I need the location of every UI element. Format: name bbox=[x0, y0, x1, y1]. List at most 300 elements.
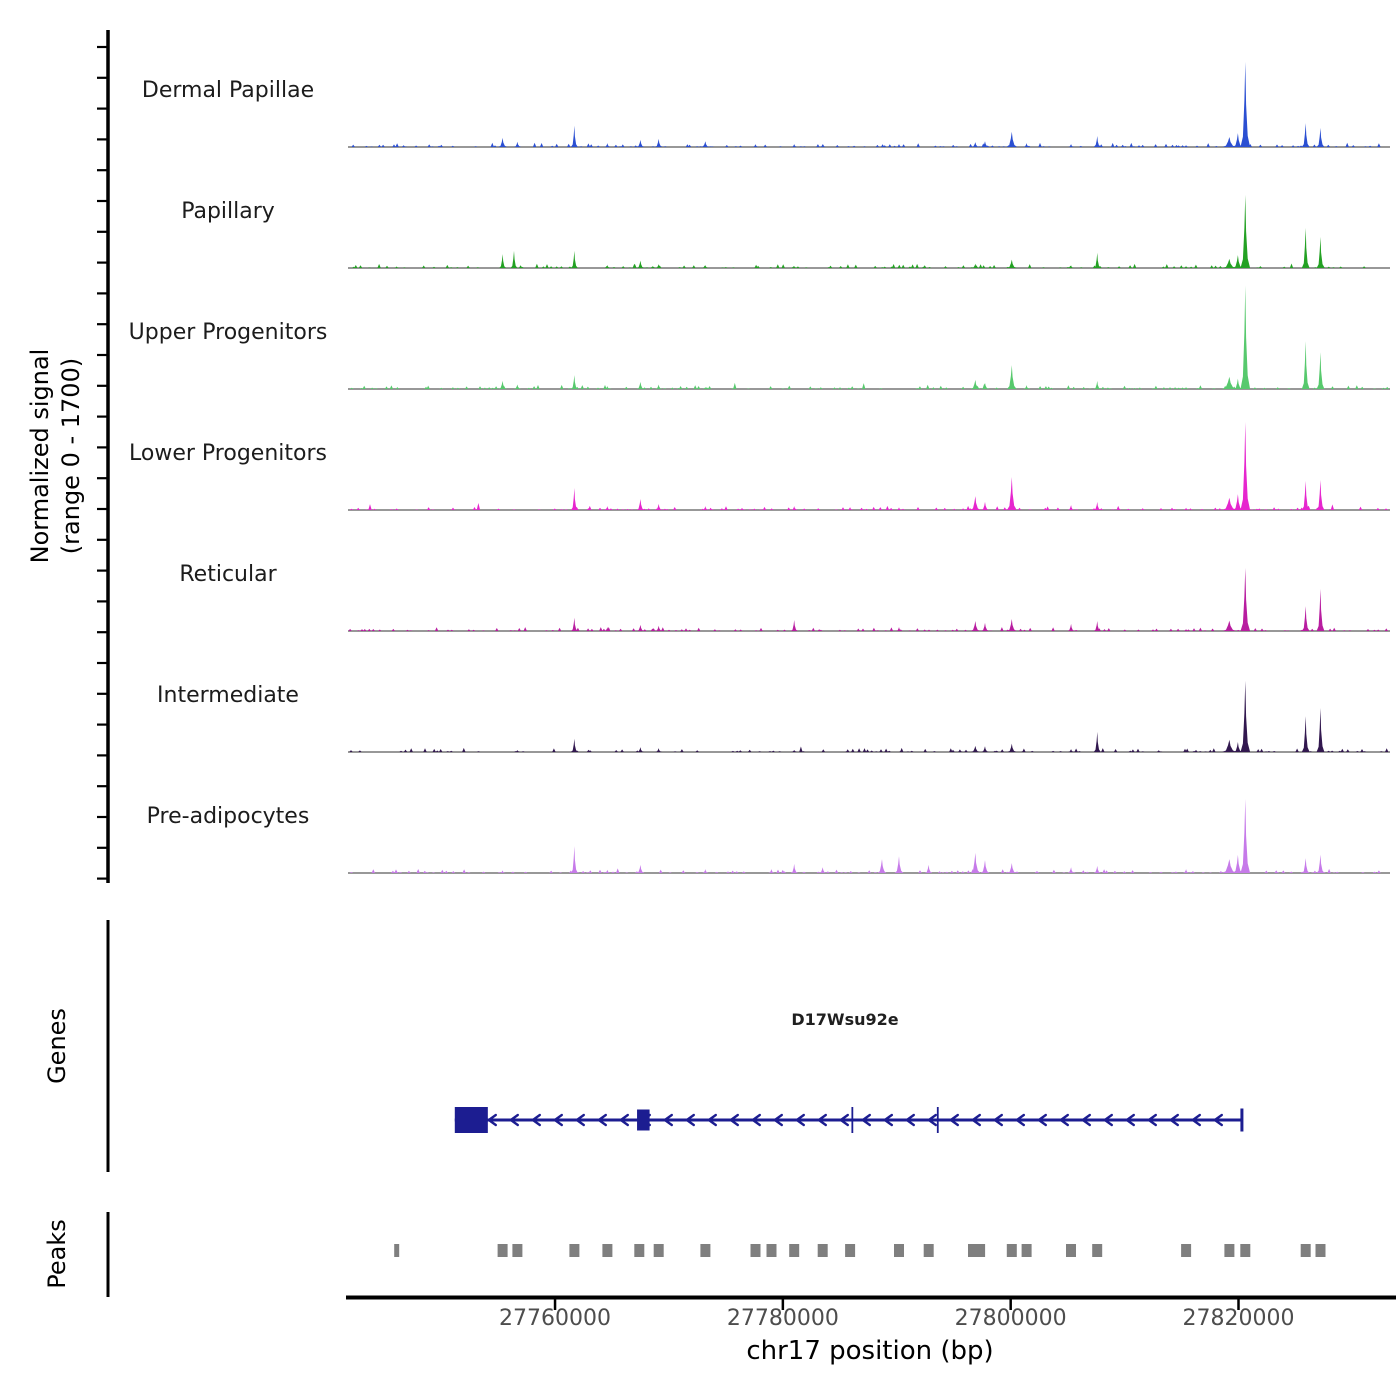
signal-peak bbox=[637, 865, 645, 873]
signal-noise bbox=[1101, 748, 1104, 752]
signal-noise bbox=[835, 870, 838, 873]
signal-noise bbox=[1101, 387, 1104, 389]
signal-peak bbox=[1007, 365, 1017, 389]
signal-noise bbox=[724, 506, 727, 510]
signal-peak bbox=[1094, 253, 1101, 268]
signal-peak bbox=[637, 382, 644, 389]
signal-noise bbox=[404, 750, 407, 752]
signal-noise bbox=[545, 264, 548, 268]
signal-noise bbox=[1331, 504, 1334, 510]
signal-noise bbox=[680, 749, 683, 752]
signal-peak bbox=[1223, 259, 1237, 268]
signal-peak bbox=[1241, 681, 1251, 752]
signal-noise bbox=[1123, 386, 1126, 389]
signal-noise bbox=[902, 144, 905, 147]
signal-noise bbox=[440, 145, 443, 147]
signal-noise bbox=[833, 387, 836, 389]
signal-noise bbox=[1168, 387, 1171, 389]
peak-interval bbox=[751, 1244, 761, 1257]
track-label: Pre-adipocytes bbox=[146, 804, 310, 829]
signal-noise bbox=[1272, 507, 1275, 510]
signal-noise bbox=[996, 506, 999, 510]
signal-noise bbox=[799, 747, 802, 753]
signal-noise bbox=[817, 508, 820, 510]
signal-noise bbox=[1044, 386, 1047, 389]
signal-noise bbox=[917, 143, 920, 147]
signal-noise bbox=[1191, 871, 1194, 873]
signal-noise bbox=[846, 264, 849, 268]
signal-noise bbox=[1207, 143, 1210, 147]
signal-noise bbox=[742, 871, 745, 873]
signal-noise bbox=[1105, 870, 1108, 873]
peak-interval bbox=[1316, 1244, 1326, 1257]
signal-noise bbox=[363, 386, 366, 389]
signal-noise bbox=[352, 145, 355, 147]
signal-noise bbox=[1346, 749, 1349, 752]
signal-noise bbox=[402, 145, 405, 147]
signal-noise bbox=[952, 145, 955, 147]
signal-noise bbox=[851, 386, 854, 389]
signal-noise bbox=[967, 870, 970, 873]
signal-noise bbox=[1154, 386, 1157, 389]
signal-noise bbox=[1212, 748, 1215, 752]
signal-noise bbox=[1003, 507, 1006, 510]
signal-noise bbox=[720, 508, 723, 510]
signal-noise bbox=[360, 629, 363, 631]
signal-noise bbox=[979, 264, 982, 268]
signal-peak bbox=[971, 746, 980, 752]
signal-noise bbox=[1377, 630, 1380, 632]
signal-noise bbox=[435, 627, 438, 631]
signal-noise bbox=[1154, 144, 1157, 147]
signal-noise bbox=[1162, 267, 1165, 269]
signal-peak bbox=[1302, 481, 1310, 510]
signal-noise bbox=[680, 629, 683, 631]
signal-peak bbox=[571, 739, 578, 752]
signal-noise bbox=[452, 871, 455, 873]
signal-noise bbox=[1313, 145, 1316, 148]
signal-noise bbox=[602, 629, 605, 631]
signal-peak bbox=[981, 746, 988, 752]
signal-noise bbox=[943, 508, 946, 510]
signal-noise bbox=[753, 509, 756, 510]
signal-noise bbox=[772, 751, 775, 752]
signal-noise bbox=[862, 383, 865, 389]
signal-noise bbox=[1360, 749, 1363, 752]
signal-noise bbox=[682, 870, 685, 873]
signal-noise bbox=[465, 386, 468, 389]
signal-noise bbox=[482, 872, 485, 873]
signal-noise bbox=[1133, 264, 1136, 268]
signal-noise bbox=[634, 145, 637, 147]
signal-peak bbox=[1222, 740, 1236, 752]
signal-noise bbox=[1384, 508, 1387, 510]
signal-noise bbox=[866, 749, 869, 752]
gene-exon bbox=[455, 1107, 488, 1133]
signal-noise bbox=[598, 508, 601, 510]
signal-noise bbox=[884, 749, 887, 752]
signal-noise bbox=[849, 871, 852, 873]
signal-noise bbox=[1327, 267, 1330, 268]
signal-track-intermediate bbox=[348, 681, 1390, 752]
signal-noise bbox=[597, 146, 600, 148]
signal-noise bbox=[1199, 385, 1202, 389]
signal-noise bbox=[1260, 749, 1263, 752]
signal-noise bbox=[816, 144, 819, 147]
signal-noise bbox=[1341, 749, 1344, 752]
signal-noise bbox=[621, 144, 624, 147]
signal-noise bbox=[1330, 751, 1333, 752]
signal-noise bbox=[1280, 145, 1283, 147]
signal-noise bbox=[688, 145, 691, 147]
signal-noise bbox=[553, 509, 556, 511]
signal-peak bbox=[571, 251, 578, 268]
signal-peak bbox=[895, 856, 904, 873]
signal-noise bbox=[819, 387, 822, 389]
signal-noise bbox=[560, 266, 563, 268]
signal-noise bbox=[944, 266, 947, 268]
signal-noise bbox=[1260, 629, 1263, 632]
signal-noise bbox=[1117, 266, 1120, 268]
signal-noise bbox=[861, 629, 864, 631]
track-label: Lower Progenitors bbox=[129, 441, 327, 466]
peak-interval bbox=[924, 1244, 934, 1257]
signal-noise bbox=[812, 628, 815, 631]
signal-noise bbox=[879, 749, 882, 752]
signal-peak bbox=[1317, 589, 1325, 631]
signal-noise bbox=[1164, 144, 1167, 147]
signal-noise bbox=[395, 509, 398, 511]
signal-noise bbox=[1051, 627, 1054, 631]
signal-noise bbox=[1131, 870, 1134, 873]
signal-noise bbox=[647, 508, 650, 510]
signal-peak bbox=[571, 375, 578, 389]
signal-noise bbox=[1136, 749, 1139, 752]
signal-peak bbox=[1222, 137, 1236, 147]
signal-noise bbox=[1219, 871, 1222, 873]
signal-noise bbox=[863, 748, 866, 752]
signal-noise bbox=[1361, 387, 1364, 389]
track-label: Upper Progenitors bbox=[128, 320, 328, 345]
signal-peak bbox=[702, 141, 710, 147]
y-axis-label-line2: (range 0 - 1700) bbox=[57, 357, 85, 555]
signal-noise bbox=[1282, 870, 1285, 873]
signal-peak bbox=[878, 859, 887, 873]
signal-noise bbox=[491, 143, 494, 147]
signal-noise bbox=[788, 386, 791, 389]
signal-noise bbox=[1171, 145, 1174, 147]
signal-noise bbox=[581, 871, 584, 873]
signal-peak bbox=[1094, 866, 1101, 873]
peak-interval bbox=[1301, 1244, 1311, 1257]
signal-peak bbox=[637, 261, 644, 268]
signal-noise bbox=[888, 144, 891, 147]
signal-noise bbox=[1141, 145, 1144, 147]
signal-noise bbox=[1276, 387, 1279, 389]
signal-noise bbox=[1107, 628, 1110, 631]
signal-noise bbox=[769, 386, 772, 389]
signal-noise bbox=[586, 628, 589, 631]
signal-noise bbox=[358, 750, 361, 752]
peak-interval bbox=[1224, 1244, 1234, 1257]
signal-noise bbox=[473, 507, 476, 510]
signal-noise bbox=[911, 264, 914, 268]
peak-interval bbox=[498, 1244, 508, 1257]
signal-noise bbox=[1056, 508, 1059, 511]
signal-noise bbox=[1209, 750, 1212, 752]
signal-noise bbox=[1290, 264, 1293, 269]
signal-peak bbox=[1094, 732, 1101, 752]
signal-noise bbox=[1022, 749, 1025, 753]
signal-peak bbox=[925, 865, 932, 873]
signal-noise bbox=[851, 749, 854, 752]
signal-noise bbox=[535, 264, 538, 268]
signal-noise bbox=[1218, 508, 1221, 510]
signal-peak bbox=[499, 381, 507, 389]
signal-noise bbox=[1162, 387, 1165, 389]
signal-noise bbox=[417, 869, 420, 873]
signal-noise bbox=[1254, 628, 1257, 631]
signal-noise bbox=[1386, 387, 1389, 389]
signal-noise bbox=[1194, 750, 1197, 752]
signal-noise bbox=[410, 748, 413, 752]
signal-noise bbox=[495, 628, 498, 631]
peak-interval bbox=[700, 1244, 710, 1257]
signal-peak bbox=[499, 254, 506, 268]
signal-peak bbox=[1094, 502, 1101, 510]
signal-noise bbox=[1328, 629, 1331, 631]
signal-noise bbox=[423, 871, 426, 873]
signal-noise bbox=[759, 628, 762, 631]
signal-noise bbox=[1257, 749, 1260, 752]
signal-noise bbox=[1327, 869, 1330, 873]
signal-noise bbox=[439, 749, 442, 752]
signal-noise bbox=[1181, 145, 1184, 147]
signal-peak bbox=[1008, 744, 1017, 752]
signal-noise bbox=[441, 870, 444, 873]
signal-noise bbox=[622, 266, 625, 268]
signal-noise bbox=[995, 388, 998, 390]
signal-noise bbox=[555, 144, 558, 147]
signal-peak bbox=[791, 620, 798, 631]
signal-peak bbox=[1302, 341, 1310, 389]
signal-track-pre-adipocytes bbox=[348, 799, 1390, 873]
signal-noise bbox=[1377, 143, 1380, 147]
signal-noise bbox=[1015, 871, 1018, 873]
peak-interval bbox=[818, 1244, 828, 1257]
signal-peak bbox=[981, 383, 989, 389]
signal-noise bbox=[916, 628, 919, 631]
signal-noise bbox=[671, 388, 674, 390]
signal-noise bbox=[1180, 265, 1183, 268]
signal-noise bbox=[1313, 871, 1316, 873]
signal-noise bbox=[390, 385, 393, 389]
signal-peak bbox=[637, 499, 645, 510]
signal-noise bbox=[478, 386, 481, 389]
signal-noise bbox=[870, 751, 873, 753]
signal-noise bbox=[1258, 509, 1261, 511]
signal-noise bbox=[935, 508, 938, 511]
signal-peak bbox=[1068, 867, 1075, 873]
peak-interval bbox=[512, 1244, 522, 1257]
signal-noise bbox=[493, 145, 496, 147]
signal-noise bbox=[776, 870, 779, 873]
signal-noise bbox=[558, 628, 561, 631]
signal-noise bbox=[462, 748, 465, 752]
signal-peak bbox=[1068, 624, 1075, 631]
signal-noise bbox=[659, 870, 662, 873]
signal-noise bbox=[370, 388, 373, 389]
signal-noise bbox=[955, 629, 958, 631]
signal-noise bbox=[1355, 385, 1358, 389]
signal-noise bbox=[803, 509, 806, 511]
signal-noise bbox=[713, 629, 716, 631]
signal-noise bbox=[982, 265, 985, 268]
signal-noise bbox=[739, 630, 742, 632]
signal-noise bbox=[568, 267, 571, 269]
signal-noise bbox=[536, 385, 539, 389]
signal-noise bbox=[1157, 750, 1160, 752]
signal-noise bbox=[822, 749, 825, 752]
signal-peak bbox=[1302, 716, 1310, 752]
signal-noise bbox=[915, 264, 918, 268]
peak-interval bbox=[1022, 1244, 1032, 1257]
signal-noise bbox=[679, 386, 682, 389]
signal-noise bbox=[378, 630, 381, 632]
peak-interval bbox=[1240, 1244, 1250, 1257]
x-tick-label: 27800000 bbox=[954, 1306, 1067, 1331]
peak-interval bbox=[602, 1244, 612, 1257]
signal-noise bbox=[926, 385, 929, 389]
signal-noise bbox=[1177, 388, 1180, 389]
signal-noise bbox=[725, 145, 728, 147]
signal-noise bbox=[692, 265, 695, 268]
signal-track-dermal-papillae bbox=[348, 62, 1390, 147]
signal-noise bbox=[1131, 749, 1134, 752]
signal-noise bbox=[620, 749, 623, 752]
signal-noise bbox=[927, 630, 930, 631]
signal-peak bbox=[1302, 606, 1310, 631]
signal-noise bbox=[868, 870, 871, 873]
signal-noise bbox=[1347, 386, 1350, 389]
gene-exon bbox=[637, 1110, 650, 1131]
signal-noise bbox=[1169, 629, 1172, 631]
signal-noise bbox=[876, 145, 879, 147]
signal-peak bbox=[1241, 799, 1251, 873]
signal-noise bbox=[696, 750, 699, 752]
signal-noise bbox=[1121, 145, 1124, 147]
signal-noise bbox=[587, 143, 590, 147]
signal-noise bbox=[945, 387, 948, 389]
peak-interval bbox=[1007, 1244, 1017, 1257]
signal-noise bbox=[1210, 265, 1213, 268]
signal-noise bbox=[423, 748, 426, 752]
signal-noise bbox=[682, 266, 685, 269]
signal-noise bbox=[841, 507, 844, 510]
signal-noise bbox=[1137, 630, 1140, 632]
signal-noise bbox=[427, 507, 430, 510]
signal-noise bbox=[961, 387, 964, 389]
signal-peak bbox=[1222, 498, 1237, 510]
signal-noise bbox=[1377, 870, 1380, 873]
signal-noise bbox=[1192, 628, 1195, 631]
signal-noise bbox=[787, 507, 790, 510]
signal-noise bbox=[1173, 387, 1176, 389]
signal-noise bbox=[632, 628, 635, 631]
signal-peak bbox=[791, 864, 798, 873]
gene-model bbox=[455, 1107, 1242, 1133]
signal-noise bbox=[615, 750, 618, 752]
signal-noise bbox=[552, 748, 555, 752]
signal-peak bbox=[571, 618, 578, 631]
signal-noise bbox=[748, 750, 751, 752]
signal-noise bbox=[1028, 264, 1031, 268]
signal-noise bbox=[839, 266, 842, 268]
signal-peak bbox=[571, 126, 578, 147]
signal-noise bbox=[462, 869, 465, 873]
signal-peak bbox=[1317, 352, 1325, 389]
signal-noise bbox=[1128, 265, 1131, 268]
peak-interval bbox=[845, 1244, 855, 1257]
signal-noise bbox=[436, 751, 439, 753]
signal-noise bbox=[918, 386, 921, 389]
signal-noise bbox=[378, 145, 381, 147]
signal-noise bbox=[363, 629, 366, 631]
signal-peak bbox=[1317, 128, 1325, 147]
signal-noise bbox=[1385, 628, 1388, 631]
peak-interval bbox=[767, 1244, 777, 1257]
signal-noise bbox=[1259, 145, 1262, 147]
signal-peak bbox=[1007, 477, 1017, 510]
signal-noise bbox=[1001, 749, 1004, 752]
signal-noise bbox=[445, 871, 448, 873]
peak-interval bbox=[1066, 1244, 1076, 1257]
signal-peak bbox=[1241, 195, 1251, 268]
signal-noise bbox=[1214, 508, 1217, 510]
x-tick-label: 27820000 bbox=[1182, 1306, 1295, 1331]
signal-noise bbox=[923, 265, 926, 268]
signal-noise bbox=[847, 388, 850, 389]
signal-noise bbox=[596, 388, 599, 389]
signal-peak bbox=[981, 623, 989, 631]
signal-noise bbox=[354, 265, 357, 268]
signal-noise bbox=[1019, 629, 1022, 631]
genes-section-label: Genes bbox=[43, 1008, 71, 1084]
signal-noise bbox=[625, 387, 628, 389]
signal-noise bbox=[414, 146, 417, 148]
signal-noise bbox=[407, 871, 410, 873]
signal-peak bbox=[819, 867, 826, 873]
signal-noise bbox=[736, 509, 739, 510]
signal-noise bbox=[874, 266, 877, 268]
signal-noise bbox=[796, 266, 799, 268]
signal-peak bbox=[1302, 123, 1310, 147]
signal-noise bbox=[923, 630, 926, 632]
signal-peak bbox=[1241, 568, 1251, 631]
signal-peak bbox=[498, 138, 507, 147]
signal-noise bbox=[776, 264, 779, 268]
signal-peak bbox=[1094, 136, 1101, 147]
signal-noise bbox=[694, 385, 697, 389]
signal-peak bbox=[1317, 708, 1325, 752]
signal-noise bbox=[838, 387, 841, 389]
signal-peak bbox=[655, 139, 663, 147]
signal-noise bbox=[697, 628, 700, 631]
signal-noise bbox=[616, 509, 619, 510]
signal-noise bbox=[616, 868, 619, 873]
signal-track-reticular bbox=[348, 568, 1390, 631]
signal-peak bbox=[981, 860, 990, 873]
